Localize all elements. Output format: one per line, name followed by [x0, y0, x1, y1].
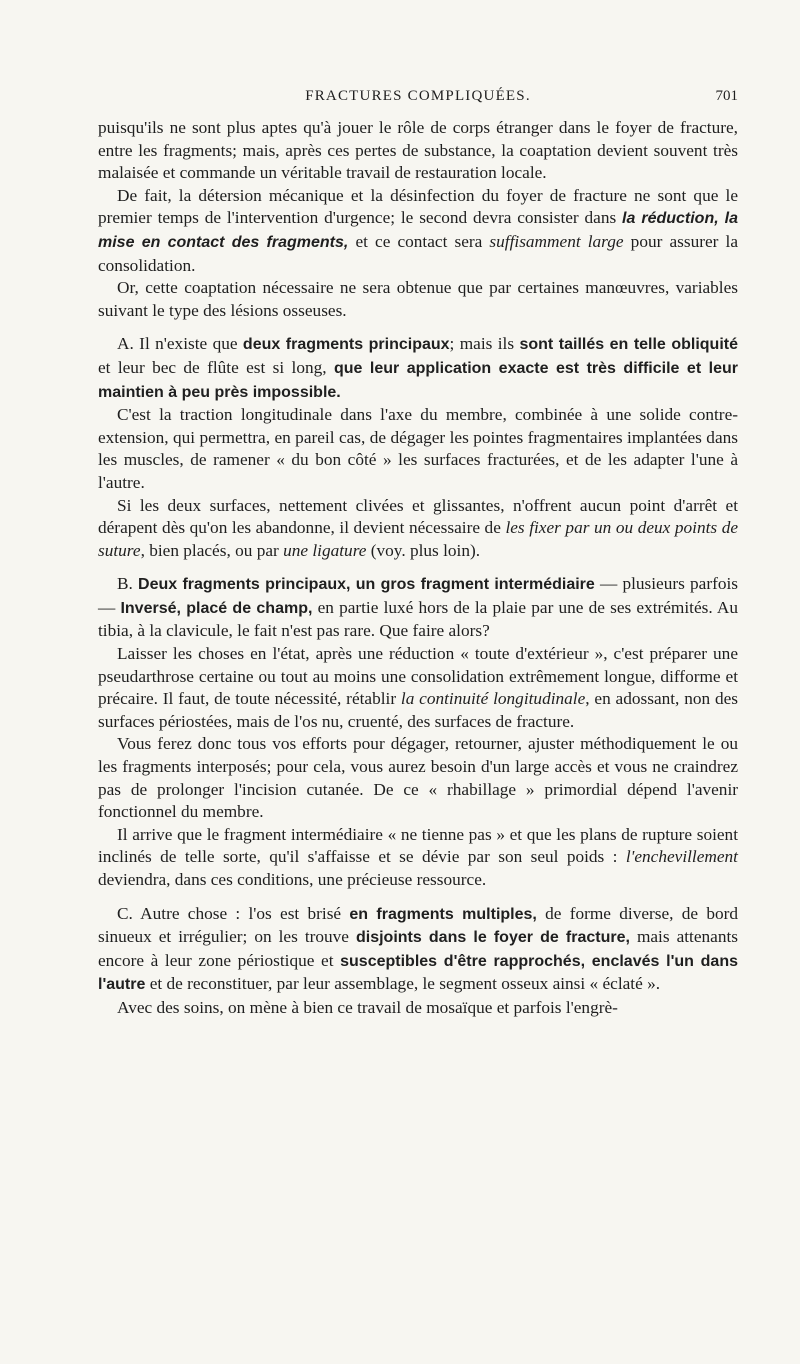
- italic-ligature: une ligature: [283, 540, 367, 560]
- paragraph-mosaique: Avec des soins, on mène à bien ce travail de mosaïque et parfois l'engrè-: [117, 997, 618, 1017]
- text-run: en partie luxé hors de la plaie par une de ses extrémités. Au tibia, à la clavicule, le fait n'est pas rare. Que faire alors?: [98, 597, 739, 641]
- running-title: FRACTURES COMPLIQUÉES.: [305, 88, 531, 104]
- paragraph-suture: [98, 495, 738, 563]
- text-run: deviendra, dans ces conditions, une précieuse ressource.: [98, 870, 487, 889]
- paragraph-traction: C'est la traction longitudinale dans l'axe du membre, combinée à une solide contre-extension, qui permettra, en pareil cas, de dégager les pointes fragmentaires implantées dans les muscles, de ramener « du bon côté » les surfaces fracturées, et de les adapter l'une à l'autre.: [98, 405, 738, 492]
- text-run: B.: [117, 574, 139, 594]
- paragraph-detersion: [98, 185, 738, 277]
- text-run: mais attenants encore à leur zone périostique et: [98, 927, 739, 970]
- emphasis-fragment-intermediaire: Deux fragments principaux, un gros fragment intermédiaire: [138, 576, 595, 594]
- section-a: [98, 333, 738, 404]
- emphasis-fragments-multiples: en fragments multiples,: [349, 905, 537, 923]
- text-run: et leur bec de flûte est si long,: [98, 357, 334, 377]
- text-run: A. Il n'existe que: [117, 334, 243, 354]
- paragraph-pseudarthrose: [98, 643, 738, 733]
- italic-suffisamment-large: suffisamment large: [489, 231, 624, 251]
- emphasis-application: que leur application exacte est très difficile et leur maintien à peu près impossible.: [98, 359, 738, 401]
- paragraph-continuation: puisqu'ils ne sont plus aptes qu'à jouer le rôle de corps étranger dans le foyer de fracture, entre les fragments; mais, après ces pertes de substance, la coaptation devient souvent très malaisée et commande un véritable travail de restauration locale.: [98, 118, 738, 183]
- emphasis-obliquite: sont taillés en telle obliquité: [519, 336, 739, 354]
- text-run: De fait, la détersion mécanique et la désinfection du foyer de fracture ne sont que le premier temps de l'intervention d'urgence; le second devra consister dans: [98, 185, 738, 228]
- emphasis-deux-fragments: deux fragments principaux: [242, 336, 450, 354]
- section-c: [98, 903, 738, 997]
- page-number: 701: [715, 88, 738, 104]
- emphasis-disjoints: disjoints dans le foyer de fracture,: [355, 929, 630, 947]
- text-run: C. Autre chose : l'os est brisé: [117, 903, 350, 923]
- text-run: (voy. plus loin).: [366, 540, 481, 560]
- paragraph-rhabillage: Vous ferez donc tous vos efforts pour dégager, retourner, ajuster méthodiquement le ou les fragments interposés; pour cela, vous aurez besoin d'un large accès et vous ne craindrez pas de prolonger l'incision cutanée. De ce « rhabillage » primordial dépend l'avenir fonctionnel du membre.: [98, 734, 738, 822]
- text-run: Il arrive que le fragment intermédiaire « ne tienne pas » et que les plans de rupture soient inclinés de telle sorte, qu'il s'affaisse et se dévie par son seul poids :: [98, 824, 738, 867]
- emphasis-rapproches: susceptibles d'être rapprochés, enclavés l'un dans l'autre: [98, 952, 738, 994]
- text-run: pour assurer la consolidation.: [98, 231, 738, 275]
- text-run: , en adossant, non des surfaces périostées, mais de l'os nu, cruenté, des surfaces de fracture.: [98, 689, 738, 731]
- body-text: [98, 117, 738, 1020]
- emphasis-reduction: la réduction, la mise en contact des fragments,: [98, 210, 738, 251]
- page-header: [98, 88, 738, 110]
- text-run: Laisser les choses en l'état, après une réduction « toute d'extérieur », c'est préparer une pseudarthrose certaine ou tout au moins une consolidation extrêmement longue, difforme et précaire. Il faut, de toute nécessité, rétablir: [98, 644, 738, 709]
- paragraph-enchevillement: [98, 824, 738, 892]
- text-run: et de reconstituer, par leur assemblage, le segment osseux ainsi « éclaté ».: [145, 974, 661, 994]
- italic-continuite: la continuité longitudinale: [400, 689, 586, 709]
- section-b: [98, 573, 738, 643]
- italic-fixer: les fixer par un ou deux points de suture: [98, 518, 739, 560]
- emphasis-inverse: Inversé, placé de champ,: [120, 599, 313, 617]
- text-run: , bien placés, ou par: [140, 540, 284, 560]
- paragraph-coaptation: Or, cette coaptation nécessaire ne sera obtenue que par certaines manœuvres, variables suivant le type des lésions osseuses.: [98, 278, 738, 320]
- italic-enchevillement: l'enchevillement: [625, 847, 738, 867]
- text-run: et ce contact sera: [348, 231, 490, 251]
- text-run: Si les deux surfaces, nettement clivées et glissantes, n'offrent aucun point d'arrêt et dérapent dès qu'on les abandonne, il devient nécessaire de: [98, 495, 738, 538]
- text-run: de forme diverse, de bord sinueux et irrégulier; on les trouve: [98, 903, 738, 947]
- text-run: — plusieurs parfois —: [98, 574, 739, 617]
- text-run: ; mais ils: [449, 334, 520, 354]
